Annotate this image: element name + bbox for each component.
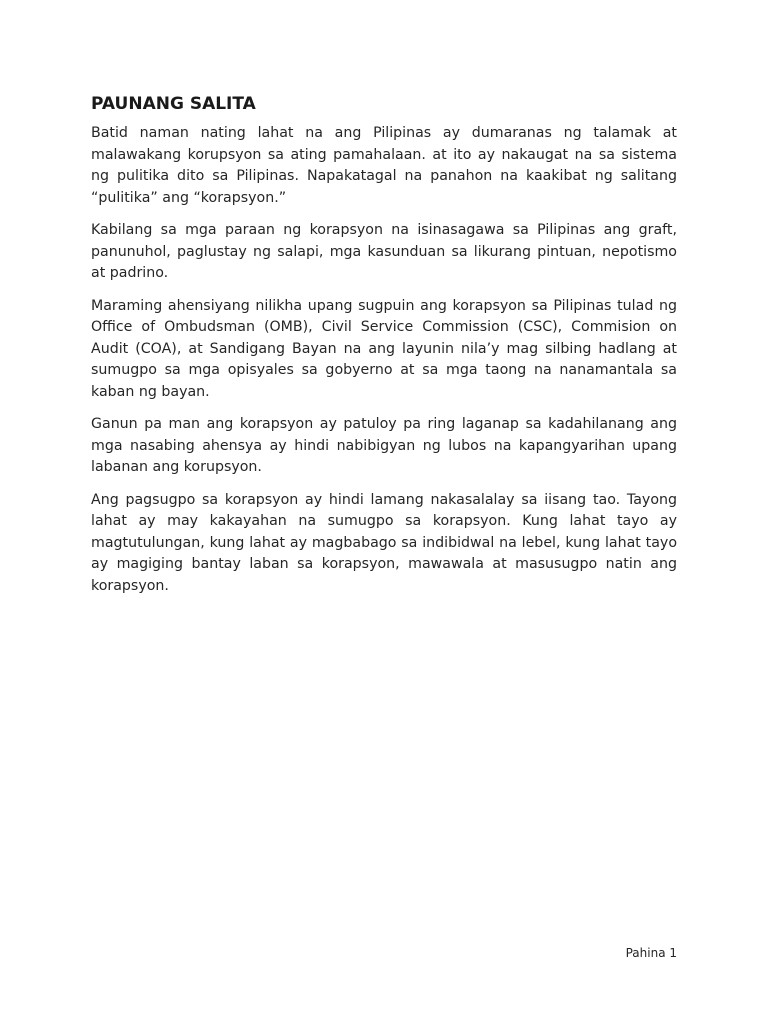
page-title: PAUNANG SALITA <box>91 94 256 114</box>
page-number: Pahina 1 <box>625 946 677 960</box>
paragraph-1: Batid naman nating lahat na ang Pilipinas ay dumaranas ng talamak at malawakang korupsyon sa ating pamahalaan. at ito ay nakaugat na sa sistema ng pulitika dito sa Pilipinas. Napakatagal na panahon na kaakibat ng salitang “pulitika” ang “korapsyon.” <box>91 125 677 206</box>
paragraph-4: Ganun pa man ang korapsyon ay patuloy pa ring laganap sa kadahilanang ang mga nasabing ahensya ay hindi nabibigyan ng lubos na kapangyarihan upang labanan ang korupsyon. <box>91 416 677 475</box>
paragraph-5: Ang pagsugpo sa korapsyon ay hindi lamang nakasalalay sa iisang tao. Tayong lahat ay may kakayahan na sumugpo sa korapsyon. Kung lahat tayo ay magtutulungan, kung lahat ay magbabago sa indibidwal na lebel, kung lahat tayo ay magiging bantay laban sa korapsyon, mawawala at masusugpo natin ang korapsyon. <box>91 491 677 594</box>
document-body <box>91 93 677 608</box>
paragraph-3: Maraming ahensiyang nilikha upang sugpuin ang korapsyon sa Pilipinas tulad ng Office of Ombudsman (OMB), Civil Service Commission (CSC), Commision on Audit (COA), at Sandigang Bayan na ang layunin nila’y mag silbing hadlang at sumugpo sa mga opisyales sa gobyerno at sa mga taong na nanamantala sa kaban ng bayan. <box>91 297 677 400</box>
paragraph-2: Kabilang sa mga paraan ng korapsyon na isinasagawa sa Pilipinas ang graft, panunuhol, paglustay ng salapi, mga kasunduan sa likurang pintuan, nepotismo at padrino. <box>91 222 677 281</box>
